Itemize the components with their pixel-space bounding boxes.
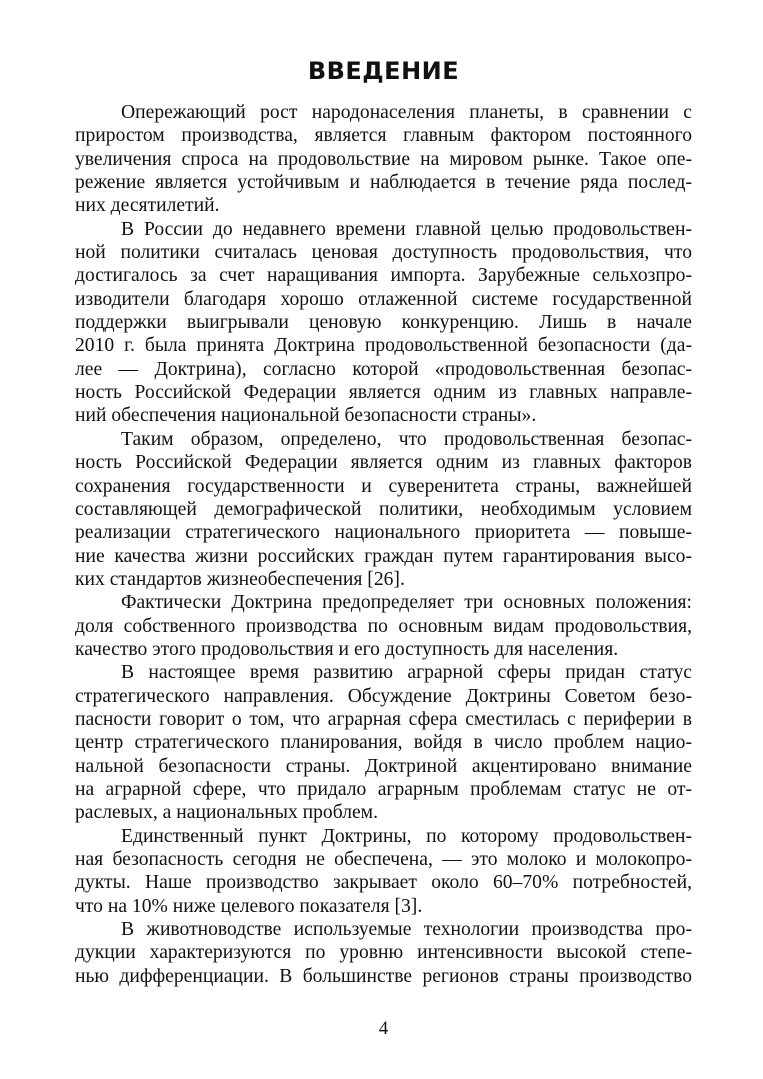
text-line: В России до недавнего времени главной целью продовольствен- — [121, 218, 692, 240]
text-line: Опережающий рост народонаселения планеты, в сравнении с — [121, 102, 692, 123]
text-line: увеличения спроса на продовольствие на мировом рынке. Такое опе- — [75, 148, 692, 170]
text-line: достигалось за счет наращивания импорта. Зарубежные сельхозпро- — [75, 265, 692, 287]
text-line: ние качества жизни российских граждан путем гарантирования высо- — [75, 545, 692, 567]
document-body — [75, 101, 692, 988]
text-line: стратегического направления. Обсуждение Доктрины Советом безо- — [75, 685, 692, 707]
paragraph-4 — [75, 591, 692, 661]
text-line: В настоящее время развитию аграрной сферы придан статус — [121, 662, 692, 684]
page-title: ВВЕДЕНИЕ — [307, 57, 460, 85]
text-line: нальной безопасности страны. Доктриной акцентировано внимание — [75, 755, 692, 777]
text-line: изводители благодаря хорошо отлаженной системе государственной — [75, 288, 692, 310]
text-line: составляющей демографической политики, необходимым условием — [75, 498, 692, 520]
document-page — [75, 0, 692, 1079]
text-line: 2010 г. была принята Доктрина продовольственной безопасности (да- — [75, 335, 692, 357]
text-line: что на 10% ниже целевого показателя [3]. — [75, 895, 423, 917]
text-line: дукции характеризуются по уровню интенсивности высокой степе- — [75, 942, 692, 964]
text-line: ких стандартов жизнеобеспечения [26]. — [75, 568, 405, 590]
page-number: 4 — [378, 1018, 389, 1039]
paragraph-2 — [75, 218, 692, 428]
text-line: поддержки выигрывали ценовую конкуренцию. Лишь в начале — [75, 312, 692, 334]
text-line: Единственный пункт Доктрины, по которому продовольствен- — [121, 825, 692, 847]
text-line: ной политики считалась ценовая доступность продовольствия, что — [75, 242, 692, 264]
text-line: реализации стратегического национального приоритета — повыше- — [75, 522, 692, 544]
text-line: дукты. Наше производство закрывает около 60–70% потребностей, — [75, 872, 692, 894]
text-line: ность Российской Федерации является одним из главных направле- — [75, 382, 692, 404]
text-line: приростом производства, является главным фактором постоянного — [75, 125, 692, 147]
text-line: раслевых, а национальных проблем. — [75, 802, 378, 824]
text-line: пасности говорит о том, что аграрная сфера сместилась с периферии в — [75, 708, 692, 730]
text-line: В животноводстве используемые технологии производства про- — [121, 919, 692, 941]
text-line: центр стратегического планирования, войдя в число проблем нацио- — [75, 732, 692, 754]
text-line: режение является устойчивым и наблюдается в течение ряда послед- — [75, 172, 692, 194]
text-line: Фактически Доктрина предопределяет три основных положения: — [121, 592, 692, 614]
paragraph-6 — [75, 825, 692, 918]
text-line: ний обеспечения национальной безопасности страны». — [75, 405, 537, 427]
text-line: Таким образом, определено, что продовольственная безопас- — [121, 428, 692, 450]
text-line: них десятилетий. — [75, 195, 220, 217]
text-line: ная безопасность сегодня не обеспечена, — это молоко и молокопро- — [75, 849, 692, 870]
paragraph-1 — [75, 101, 692, 218]
text-line: качество этого продовольствия и его доступность для населения. — [75, 638, 619, 660]
text-line: ность Российской Федерации является одним из главных факторов — [75, 452, 692, 474]
paragraph-3 — [75, 428, 692, 591]
text-line: сохранения государственности и суверенитета страны, важнейшей — [75, 475, 692, 497]
text-line: на аграрной сфере, что придало аграрным проблемам статус не от- — [75, 778, 692, 800]
text-line: лее — Доктрина), согласно которой «продовольственная безопас- — [75, 358, 692, 380]
text-line: нью дифференциации. В большинстве регионов страны производство — [75, 965, 692, 987]
text-line: доля собственного производства по основным видам продовольствия, — [75, 615, 692, 637]
paragraph-5 — [75, 661, 692, 824]
paragraph-7 — [75, 918, 692, 988]
